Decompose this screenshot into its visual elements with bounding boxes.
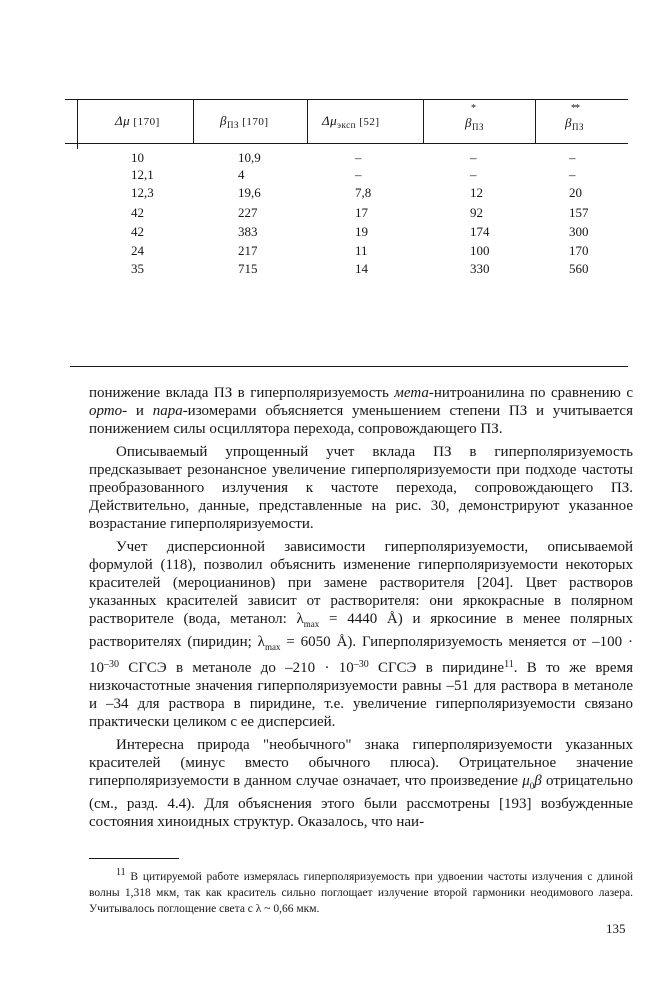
- table-cell: 217: [238, 243, 258, 258]
- table-cell: 157: [569, 205, 589, 220]
- table-column-separator: [193, 99, 194, 143]
- paragraph: Описываемый упрощенный учет вклада ПЗ в гиперполяризуемость предсказывает резонансное увеличение гиперполяризуемости при подходе частоты преобразованного излучения к частоте перехода, сопровождающего ПЗ. Действительно, данные, представленные на рис. 30, демонстрируют указанное возрастание гиперполяризуемости.: [89, 444, 633, 532]
- table-row: [65, 243, 628, 261]
- table-cell: 12,1: [131, 167, 154, 182]
- table-cell: –: [569, 167, 576, 182]
- table-row: [65, 261, 628, 279]
- header-delta-mu-exp: $\Delta\mu_{эксп}$ [52]: [322, 113, 380, 130]
- table-cell: 715: [238, 261, 258, 276]
- table-cell: –: [569, 150, 576, 165]
- table-column-separator: [535, 99, 536, 143]
- table-cell: 20: [569, 185, 582, 200]
- table-row: [65, 185, 628, 203]
- table-column-separator: [77, 99, 78, 143]
- header-beta-pz-star: * $\beta_{ПЗ}$: [465, 103, 484, 132]
- table-row: [65, 150, 628, 168]
- table-cell: 24: [131, 243, 144, 258]
- table-cell: 300: [569, 224, 589, 239]
- table-cell: 560: [569, 261, 589, 276]
- table-cell: 10: [131, 150, 144, 165]
- table-cell: –: [355, 150, 362, 165]
- table-cell: 227: [238, 205, 258, 220]
- table-cell: 92: [470, 205, 483, 220]
- table-cell: –: [470, 167, 477, 182]
- header-beta-pz-double-star: ** $\beta_{ПЗ}$: [565, 103, 584, 132]
- table-header-rule: [65, 143, 628, 144]
- table-cell: 42: [131, 205, 144, 220]
- table-row: [65, 167, 628, 185]
- table-column-separator: [307, 99, 308, 143]
- paragraph: Учет дисперсионной зависимости гиперполяризуемости, описываемой формулой (118), позволил объяснить изменение гиперполяризуемости некоторых красителей (мероцианинов) при замене растворителя [204]. Цвет растворов указанных красителей зависит от растворителя: они яркокрасные в полярном растворителе (вода, метанол: $\lambda_{max} = 4440$ Å) и яркосиние в менее полярных растворителях (пиридин; $\lambda_{max} = 6050$ Å). Гиперполяризуемость меняется от $-100 \cdot 10^{-30}$ СГСЭ в метаноле до $-210 \cdot 10^{-30}$ СГСЭ в пиридине$^{11}$. В то же время низкочастотные значения гиперполяризуемости равны –51 для раствора в метаноле и –34 для раствора в пиридине, т.е. увеличение гиперполяризуемости связано практически целиком с ее дисперсией.: [89, 539, 633, 730]
- table-cell: 10,9: [238, 150, 261, 165]
- header-delta-mu: Δμ [170]: [115, 113, 160, 128]
- table-cell: –: [470, 150, 477, 165]
- table-cell: 19,6: [238, 185, 261, 200]
- body-text: [89, 384, 633, 836]
- table-cell: 100: [470, 243, 490, 258]
- table-cell: 12: [470, 185, 483, 200]
- section-divider: [70, 366, 628, 367]
- paragraph: Интересна природа "необычного" знака гиперполяризуемости указанных красителей (минус вместо обычного плюса). Отрицательное значение гиперполяризуемости в данном случае означает, что произведение $\mu_0\beta$ отрицательно (см., разд. 4.4). Для объяснения этого были рассмотрены [193] возбужденные состояния хиноидных структур. Оказалось, что наи-: [89, 737, 633, 830]
- table-cell: 12,3: [131, 185, 154, 200]
- table-row: [65, 205, 628, 223]
- paragraph: понижение вклада ПЗ в гиперполяризуемость мета-нитроанилина по сравнению с орто- и пара-изомерами объясняется уменьшением степени ПЗ и учитывается понижением силы осциллятора перехода, сопровождающего ПЗ.: [89, 385, 633, 437]
- table-cell: –: [355, 167, 362, 182]
- table-rule-tick: [77, 143, 78, 149]
- table-cell: 19: [355, 224, 368, 239]
- header-beta-pz: $\beta_{ПЗ}$ [170]: [220, 113, 269, 130]
- table-cell: 11: [355, 243, 368, 258]
- table-cell: 170: [569, 243, 589, 258]
- table-cell: 174: [470, 224, 490, 239]
- footnote-reference: 11: [504, 659, 514, 670]
- table-cell: 42: [131, 224, 144, 239]
- table-cell: 35: [131, 261, 144, 276]
- table-column-separator: [423, 99, 424, 143]
- page-number: 135: [606, 921, 626, 936]
- table-top-rule: [65, 99, 628, 100]
- footnote-rule: [89, 858, 179, 859]
- table-cell: 4: [238, 167, 245, 182]
- table-cell: 330: [470, 261, 490, 276]
- table-cell: 7,8: [355, 185, 372, 200]
- table-cell: 14: [355, 261, 368, 276]
- table-cell: 17: [355, 205, 368, 220]
- footnote: 11 В цитируемой работе измерялась гиперполяризуемость при удвоении частоты излучения с длиной волны 1,318 мкм, так как краситель сильно поглощает излучение второй гармоники неодимового лазера. Учитывалось поглощение света с λ ~ 0,66 мкм.: [89, 867, 633, 915]
- table-cell: 383: [238, 224, 258, 239]
- table-row: [65, 224, 628, 242]
